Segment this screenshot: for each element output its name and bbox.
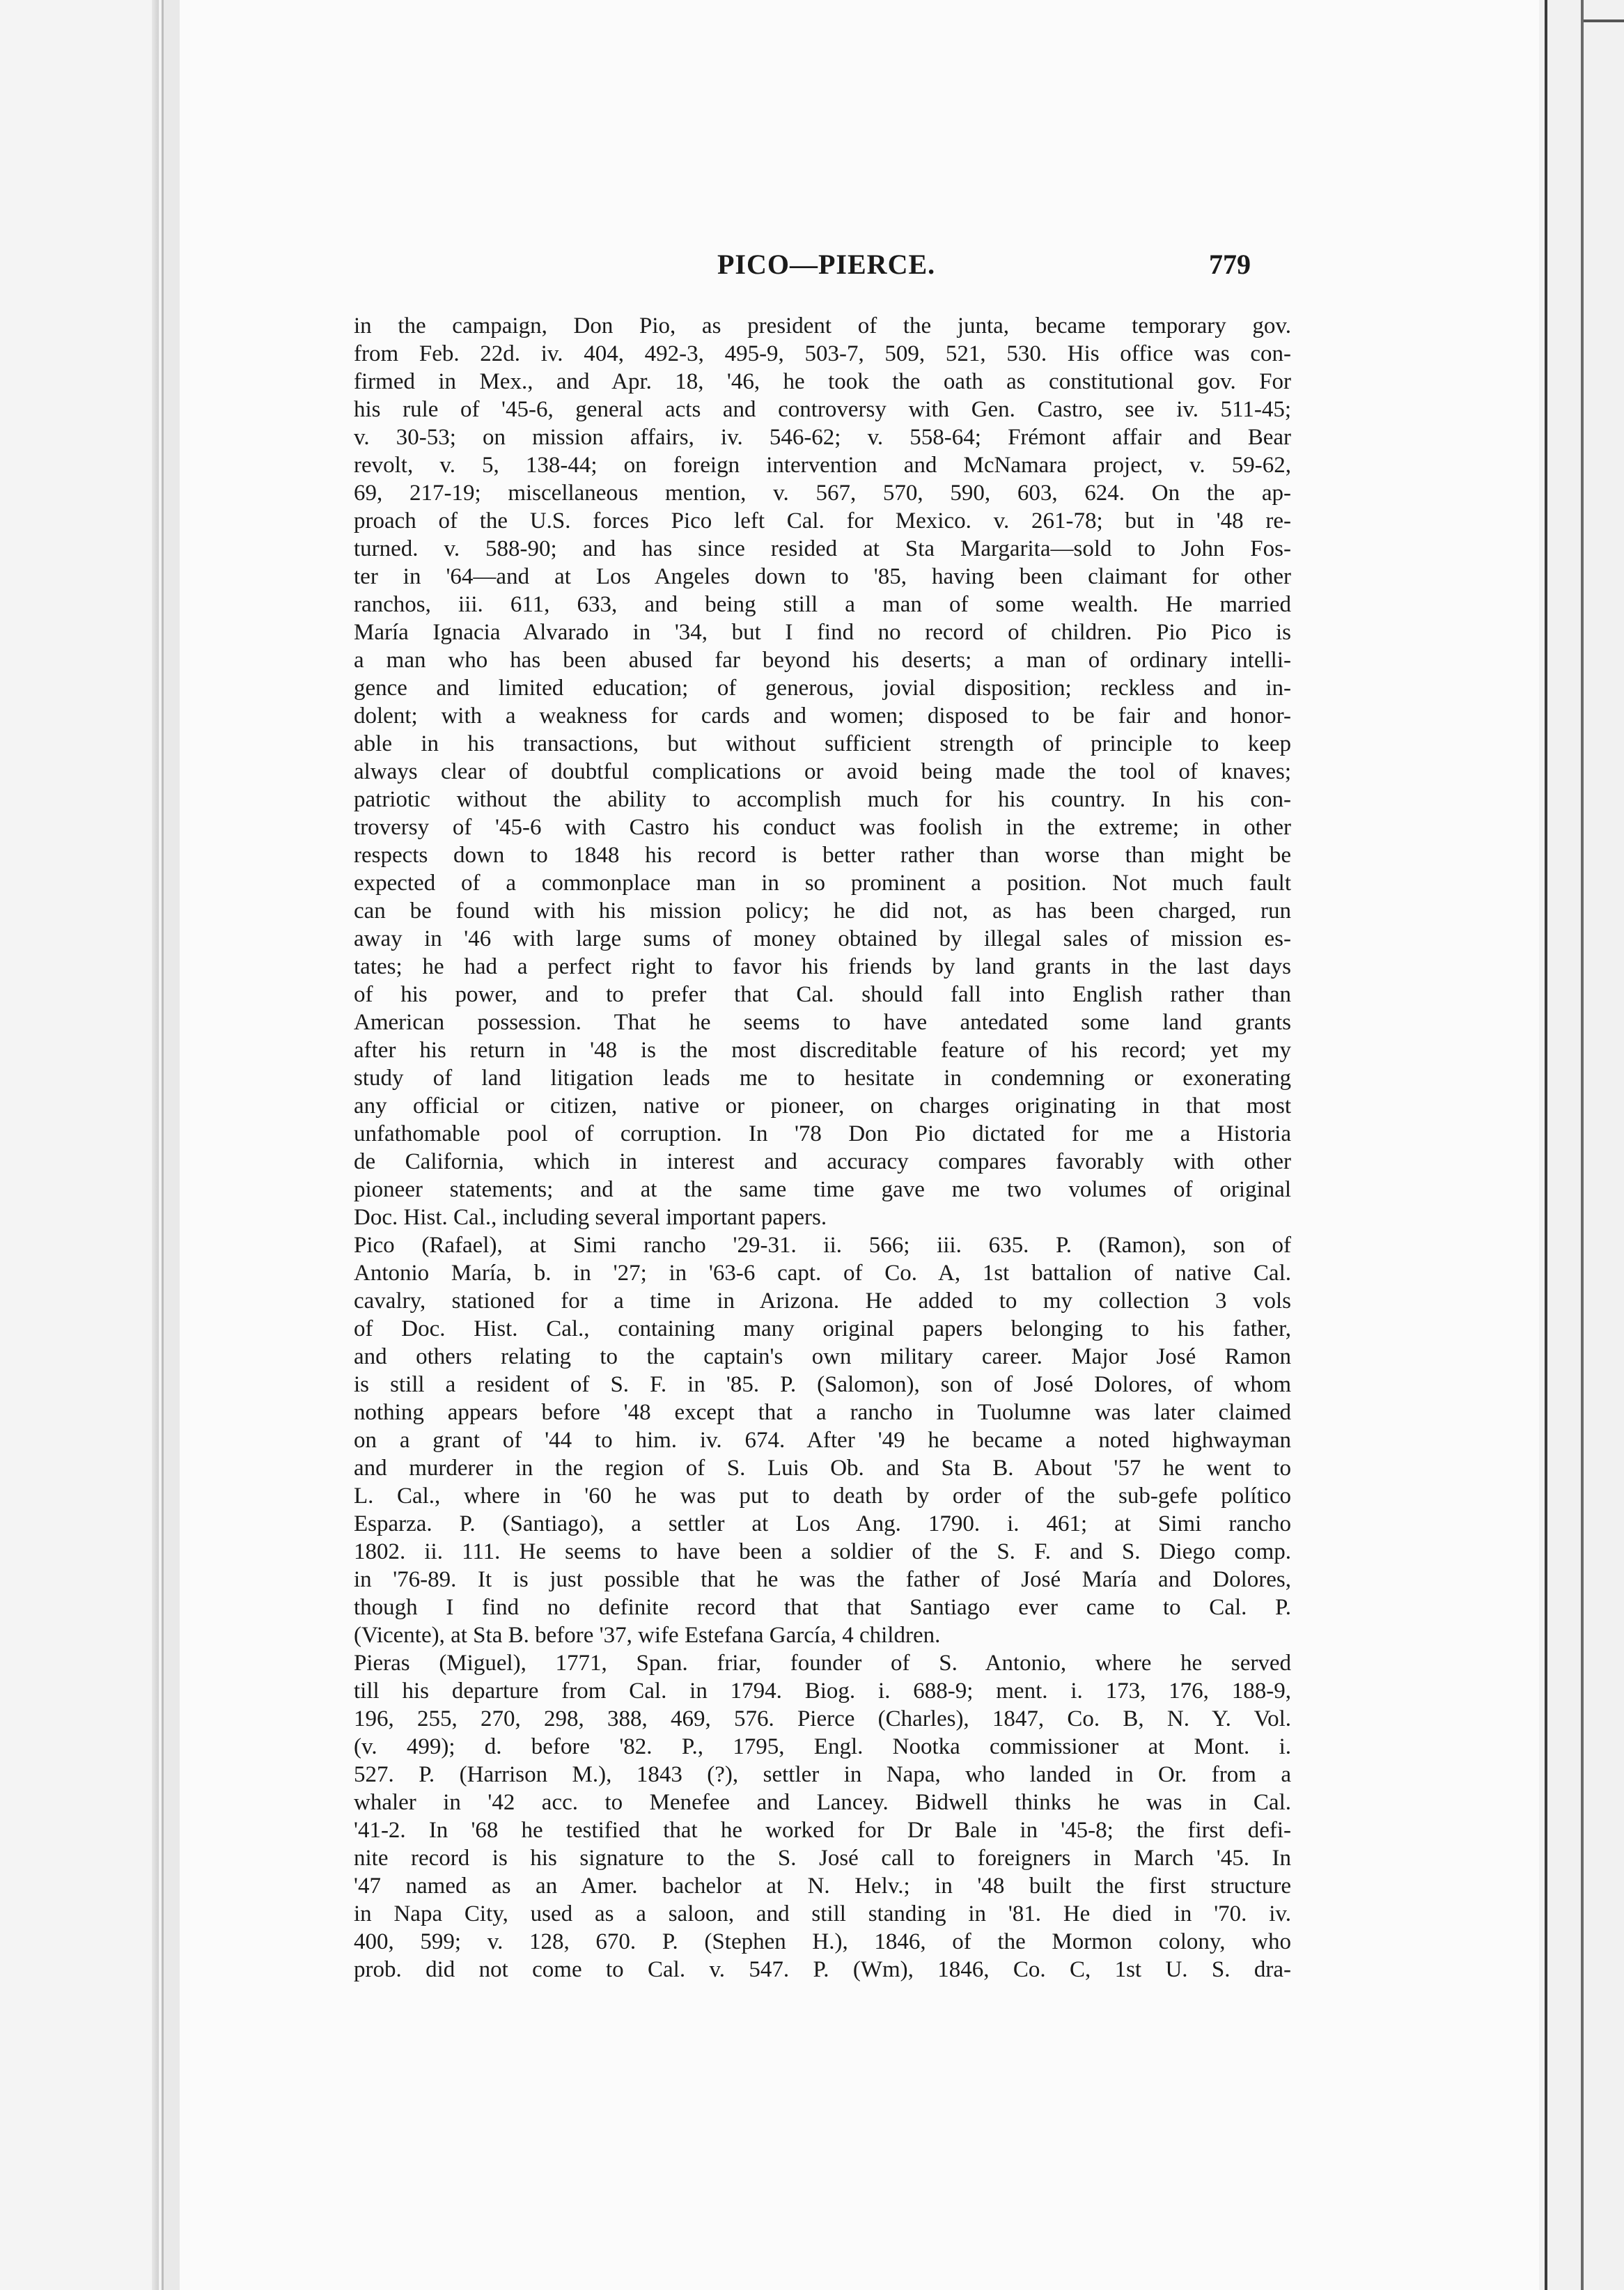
text-line: proach of the U.S. forces Pico left Cal. for Mexico. v. 261-78; but in '48 re- [354, 508, 1291, 533]
text-line: his rule of '45-6, general acts and controversy with Gen. Castro, see iv. 511-45; [354, 397, 1291, 422]
page-edge-line [1581, 0, 1584, 2290]
text-line: and others relating to the captain's own military career. Major José Ramon [354, 1344, 1291, 1369]
text-line: 196, 255, 270, 298, 388, 469, 576. Pierce (Charles), 1847, Co. B, N. Y. Vol. [354, 1706, 1291, 1731]
text-line: dolent; with a weakness for cards and women; disposed to be fair and honor- [354, 703, 1291, 729]
text-line: pioneer statements; and at the same time gave me two volumes of original [354, 1177, 1291, 1202]
text-line: from Feb. 22d. iv. 404, 492-3, 495-9, 503-7, 509, 521, 530. His office was con- [354, 341, 1291, 366]
text-line: 69, 217-19; miscellaneous mention, v. 567, 570, 590, 603, 624. On the ap- [354, 481, 1291, 506]
text-line: respects down to 1848 his record is better rather than worse than might be [354, 843, 1291, 868]
text-line: away in '46 with large sums of money obtained by illegal sales of mission es- [354, 926, 1291, 951]
text-line: a man who has been abused far beyond his deserts; a man of ordinary intelli- [354, 648, 1291, 673]
text-line: patriotic without the ability to accomplish much for his country. In his con- [354, 787, 1291, 812]
text-line: cavalry, stationed for a time in Arizona. He added to my collection 3 vols [354, 1288, 1291, 1314]
text-line: de California, which in interest and accuracy compares favorably with other [354, 1149, 1291, 1174]
text-line: unfathomable pool of corruption. In '78 Don Pio dictated for me a Historia [354, 1121, 1291, 1146]
text-line: Esparza. P. (Santiago), a settler at Los Ang. 1790. i. 461; at Simi rancho [354, 1511, 1291, 1536]
text-line: Pieras (Miguel), 1771, Span. friar, founder of S. Antonio, where he served [354, 1651, 1291, 1676]
page-stack-edge [1539, 0, 1624, 2290]
text-line: of Doc. Hist. Cal., containing many original papers belonging to his father, [354, 1316, 1291, 1341]
text-line: is still a resident of S. F. in '85. P. (Salomon), son of José Dolores, of whom [354, 1372, 1291, 1397]
text-line: (Vicente), at Sta B. before '37, wife Estefana García, 4 children. [354, 1623, 941, 1648]
text-line: and murderer in the region of S. Luis Ob. and Sta B. About '57 he went to [354, 1456, 1291, 1481]
text-line: in the campaign, Don Pio, as president of the junta, became temporary gov. [354, 313, 1291, 338]
text-line: L. Cal., where in '60 he was put to death by order of the sub-gefe político [354, 1483, 1291, 1509]
text-line: 400, 599; v. 128, 670. P. (Stephen H.), 1846, of the Mormon colony, who [354, 1929, 1291, 1954]
text-line: always clear of doubtful complications or avoid being made the tool of knaves; [354, 759, 1291, 784]
facing-page-edge [152, 0, 159, 2290]
running-head: PICO—PIERCE. [717, 249, 936, 280]
text-line: study of land litigation leads me to hesitate in condemning or exonerating [354, 1066, 1291, 1091]
text-line: gence and limited education; of generous, jovial disposition; reckless and in- [354, 676, 1291, 701]
page-number: 779 [1209, 249, 1251, 280]
text-line: till his departure from Cal. in 1794. Biog. i. 688-9; ment. i. 173, 176, 188-9, [354, 1678, 1291, 1704]
text-line: (v. 499); d. before '82. P., 1795, Engl. Nootka commissioner at Mont. i. [354, 1734, 1291, 1759]
text-line: in '76-89. It is just possible that he was the father of José María and Dolores, [354, 1567, 1291, 1592]
page-edge-tick [1584, 20, 1624, 22]
text-line: nite record is his signature to the S. José call to foreigners in March '45. In [354, 1846, 1291, 1871]
text-line: tates; he had a perfect right to favor his friends by land grants in the last days [354, 954, 1291, 979]
text-line: able in his transactions, but without sufficient strength of principle to keep [354, 731, 1291, 756]
body-text [354, 312, 1291, 1984]
text-line: troversy of '45-6 with Castro his conduct was foolish in the extreme; in other [354, 815, 1291, 840]
text-line: can be found with his mission policy; he did not, as has been charged, run [354, 898, 1291, 924]
text-line: Pico (Rafael), at Simi rancho '29-31. ii. 566; iii. 635. P. (Ramon), son of [354, 1233, 1291, 1258]
text-line: ranchos, iii. 611, 633, and being still a man of some wealth. He married [354, 592, 1291, 617]
text-line: ter in '64—and at Los Angeles down to '85, having been claimant for other [354, 564, 1291, 589]
text-line: '47 named as an Amer. bachelor at N. Helv.; in '48 built the first structure [354, 1874, 1291, 1899]
text-line: turned. v. 588-90; and has since resided at Sta Margarita—sold to John Fos- [354, 536, 1291, 561]
text-line: nothing appears before '48 except that a rancho in Tuolumne was later claimed [354, 1400, 1291, 1425]
page-edge-line [1545, 0, 1547, 2290]
text-line: after his return in '48 is the most discreditable feature of his record; yet my [354, 1038, 1291, 1063]
facing-page [0, 0, 164, 2290]
text-line: on a grant of '44 to him. iv. 674. After '49 he became a noted highwayman [354, 1428, 1291, 1453]
text-line: Antonio María, b. in '27; in '63-6 capt. of Co. A, 1st battalion of native Cal. [354, 1261, 1291, 1286]
text-line: whaler in '42 acc. to Menefee and Lancey. Bidwell thinks he was in Cal. [354, 1790, 1291, 1815]
text-line: prob. did not come to Cal. v. 547. P. (Wm), 1846, Co. C, 1st U. S. dra- [354, 1957, 1291, 1982]
text-line: in Napa City, used as a saloon, and still standing in '81. He died in '70. iv. [354, 1901, 1291, 1926]
text-line: expected of a commonplace man in so prominent a position. Not much fault [354, 871, 1291, 896]
text-line: v. 30-53; on mission affairs, iv. 546-62; v. 558-64; Frémont affair and Bear [354, 425, 1291, 450]
text-line: revolt, v. 5, 138-44; on foreign intervention and McNamara project, v. 59-62, [354, 453, 1291, 478]
text-line: '41-2. In '68 he testified that he worked for Dr Bale in '45-8; the first defi- [354, 1818, 1291, 1843]
text-line: any official or citizen, native or pioneer, on charges originating in that most [354, 1093, 1291, 1119]
text-line: American possession. That he seems to have antedated some land grants [354, 1010, 1291, 1035]
text-line: of his power, and to prefer that Cal. should fall into English rather than [354, 982, 1291, 1007]
text-line: 527. P. (Harrison M.), 1843 (?), settler in Napa, who landed in Or. from a [354, 1762, 1291, 1787]
text-line: firmed in Mex., and Apr. 18, '46, he took the oath as constitutional gov. For [354, 369, 1291, 394]
text-line: though I find no definite record that that Santiago ever came to Cal. P. [354, 1595, 1291, 1620]
text-line: Doc. Hist. Cal., including several important papers. [354, 1205, 827, 1230]
text-line: María Ignacia Alvarado in '34, but I find no record of children. Pio Pico is [354, 620, 1291, 645]
text-line: 1802. ii. 111. He seems to have been a soldier of the S. F. and S. Diego comp. [354, 1539, 1291, 1564]
